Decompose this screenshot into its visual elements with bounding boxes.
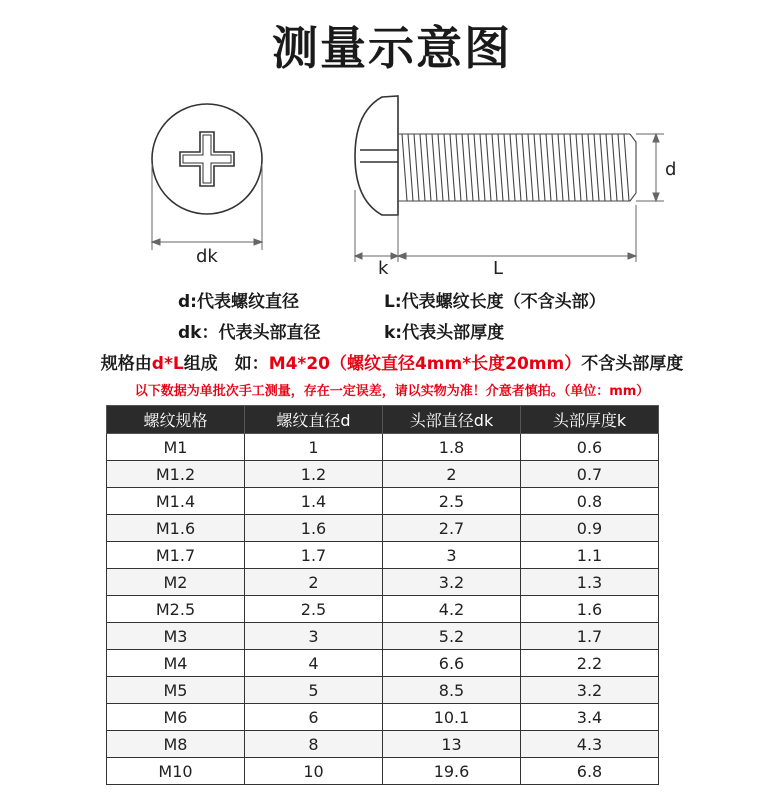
spec-prefix: 规格由: [100, 354, 152, 374]
table-cell: 10.1: [383, 704, 521, 731]
header-thread-diameter: 螺纹直径d: [245, 406, 383, 434]
table-cell: 0.6: [521, 434, 659, 461]
table-cell: 10: [245, 758, 383, 785]
table-cell: 6.8: [521, 758, 659, 785]
table-cell: 1.6: [521, 596, 659, 623]
thread-line: [624, 134, 629, 201]
d-dimension: [636, 134, 664, 201]
screw-threads: [402, 134, 629, 201]
screw-side-view: [355, 96, 398, 215]
thread-line: [558, 134, 563, 201]
thread-line: [444, 134, 449, 201]
thread-line: [468, 134, 473, 201]
thread-line: [498, 134, 503, 201]
table-cell: M3: [107, 623, 245, 650]
table-cell: 1.7: [245, 542, 383, 569]
dk-dimension: [152, 164, 262, 250]
table-cell: 19.6: [383, 758, 521, 785]
screw-diagram: [0, 0, 784, 300]
table-cell: 5.2: [383, 623, 521, 650]
thread-line: [474, 134, 479, 201]
thread-line: [516, 134, 521, 201]
table-cell: 1.6: [245, 515, 383, 542]
table-cell: 5: [245, 677, 383, 704]
legend-dk: dk：代表头部直径: [178, 323, 321, 343]
table-cell: M10: [107, 758, 245, 785]
thread-line: [450, 134, 455, 201]
spec-example: M4*20（螺纹直径4mm*长度20mm）: [268, 354, 582, 374]
k-label: k: [378, 258, 389, 279]
thread-line: [564, 134, 569, 201]
spec-middle: 组成 如：: [183, 354, 269, 374]
screw-head-top-view: [152, 104, 262, 214]
table-cell: 4.2: [383, 596, 521, 623]
table-row: [107, 623, 659, 650]
spec-suffix: 不含头部厚度: [581, 354, 684, 374]
table-cell: 2.7: [383, 515, 521, 542]
thread-line: [522, 134, 527, 201]
table-cell: 3.4: [521, 704, 659, 731]
measurement-warning: 以下数据为单批次手工测量，存在一定误差，请以实物为准！介意者慎拍。（单位：mm）: [134, 384, 650, 399]
table-cell: 0.7: [521, 461, 659, 488]
thread-line: [408, 134, 413, 201]
table-cell: 1.1: [521, 542, 659, 569]
table-row: [107, 542, 659, 569]
table-cell: 6: [245, 704, 383, 731]
table-cell: 8.5: [383, 677, 521, 704]
table-cell: 1.8: [383, 434, 521, 461]
table-cell: 1.2: [245, 461, 383, 488]
table-cell: 3.2: [383, 569, 521, 596]
thread-line: [420, 134, 425, 201]
table-cell: 3: [245, 623, 383, 650]
thread-line: [492, 134, 497, 201]
table-header-row: [107, 406, 659, 434]
table-cell: M1.7: [107, 542, 245, 569]
table-cell: 2: [383, 461, 521, 488]
thread-line: [582, 134, 587, 201]
table-body: [107, 434, 659, 785]
table-cell: 2.5: [245, 596, 383, 623]
table-cell: 1: [245, 434, 383, 461]
spec-line: [0, 349, 784, 374]
spec-table: [106, 405, 659, 785]
legend-k: k:代表头部厚度: [384, 323, 505, 343]
thread-line: [402, 134, 407, 201]
table-cell: 0.9: [521, 515, 659, 542]
dk-label: dk: [196, 246, 218, 267]
thread-line: [594, 134, 599, 201]
table-cell: M2.5: [107, 596, 245, 623]
thread-line: [426, 134, 431, 201]
thread-line: [510, 134, 515, 201]
header-head-diameter: 头部直径dk: [383, 406, 521, 434]
l-label: L: [493, 258, 504, 279]
table-cell: 1.7: [521, 623, 659, 650]
table-cell: 6.6: [383, 650, 521, 677]
table-row: [107, 650, 659, 677]
legend-d: d:代表螺纹直径: [178, 292, 299, 312]
table-cell: 3.2: [521, 677, 659, 704]
thread-line: [414, 134, 419, 201]
table-row: [107, 515, 659, 542]
table-cell: 2.5: [383, 488, 521, 515]
table-row: [107, 758, 659, 785]
thread-line: [600, 134, 605, 201]
header-thread-spec: 螺纹规格: [107, 406, 245, 434]
thread-line: [570, 134, 575, 201]
thread-line: [576, 134, 581, 201]
thread-line: [588, 134, 593, 201]
table-cell: 8: [245, 731, 383, 758]
table-row: [107, 569, 659, 596]
table-cell: M8: [107, 731, 245, 758]
table-cell: M1.6: [107, 515, 245, 542]
table-cell: M5: [107, 677, 245, 704]
table-cell: M4: [107, 650, 245, 677]
thread-line: [534, 134, 539, 201]
spec-formula: d*L: [151, 354, 184, 374]
d-label: d: [665, 159, 677, 180]
thread-line: [462, 134, 467, 201]
thread-line: [606, 134, 611, 201]
table-row: [107, 596, 659, 623]
table-row: [107, 434, 659, 461]
table-row: [107, 677, 659, 704]
table-row: [107, 488, 659, 515]
table-cell: M6: [107, 704, 245, 731]
table-cell: M2: [107, 569, 245, 596]
thread-line: [432, 134, 437, 201]
table-cell: 4: [245, 650, 383, 677]
thread-line: [504, 134, 509, 201]
table-cell: M1.4: [107, 488, 245, 515]
table-cell: 1.3: [521, 569, 659, 596]
thread-line: [618, 134, 623, 201]
table-cell: 13: [383, 731, 521, 758]
legend-l: L:代表螺纹长度（不含头部）: [384, 292, 606, 312]
thread-line: [546, 134, 551, 201]
table-cell: 3: [383, 542, 521, 569]
thread-line: [456, 134, 461, 201]
table-cell: 1.4: [245, 488, 383, 515]
thread-line: [480, 134, 485, 201]
table-cell: 2.2: [521, 650, 659, 677]
table-row: [107, 461, 659, 488]
table-cell: M1.2: [107, 461, 245, 488]
thread-line: [528, 134, 533, 201]
header-head-thickness: 头部厚度k: [521, 406, 659, 434]
thread-line: [552, 134, 557, 201]
table-cell: 4.3: [521, 731, 659, 758]
table-row: [107, 704, 659, 731]
thread-line: [612, 134, 617, 201]
table-cell: M1: [107, 434, 245, 461]
thread-line: [438, 134, 443, 201]
table-row: [107, 731, 659, 758]
table-cell: 2: [245, 569, 383, 596]
table-cell: 0.8: [521, 488, 659, 515]
page-title: 测量示意图: [272, 21, 512, 75]
thread-line: [486, 134, 491, 201]
thread-line: [540, 134, 545, 201]
